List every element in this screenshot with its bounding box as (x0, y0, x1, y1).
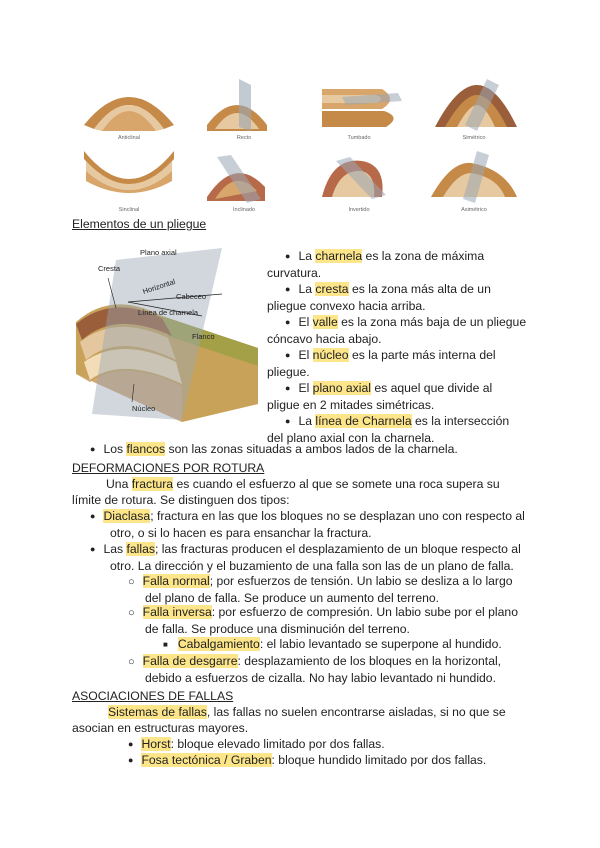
list-item-cabalgamiento: ■ Cabalgamiento: el labio levantado se superpone al hundido. (163, 636, 502, 654)
label-flanco: Flanco (192, 332, 215, 341)
fold-caption: Inclinado (232, 207, 256, 213)
list-item-diaclasa: ● Diaclasa; fractura en las que los bloques no se desplazan uno con respecto al otro, o si lo hacen es para ensanchar la fractura. (90, 508, 525, 541)
fractura-paragraph: Una fractura es cuando el esfuerzo al que se somete una roca supera su límite de rotura. Se distinguen dos tipos: (72, 477, 500, 507)
label-cabeceo: Cabeceo (176, 292, 207, 301)
sistemas-paragraph: Sistemas de fallas, las fallas no suelen encontrarse aisladas, si no que se asocian en estructuras mayores. (72, 705, 506, 735)
fold-elements-diagram (72, 244, 262, 422)
label-plano-axial: Plano axial (140, 248, 177, 257)
fold-tumbado (302, 75, 416, 143)
list-item-graben: ● Fosa tectónica / Graben: bloque hundido limitado por dos fallas. (128, 752, 486, 769)
symmetric-fold-illustration (417, 75, 531, 133)
list-item-cresta: ● La cresta es la zona más alta de un pliegue convexo hacia arriba. (267, 281, 526, 314)
fold-invertido (302, 147, 416, 215)
recumbent-fold-illustration (302, 75, 416, 133)
label-linea-charnela: Línea de charnela (138, 308, 199, 317)
list-item-falla-inversa: ○ Falla inversa: por esfuerzo de compresión. Un labio sube por el plano de falla. Se produce una disminución del terreno. (128, 604, 518, 637)
fold-caption: Simétrico (462, 135, 486, 141)
list-item-horst: ● Horst: bloque elevado limitado por dos fallas. (128, 736, 385, 753)
anticline-illustration (72, 75, 186, 133)
label-cresta: Cresta (98, 264, 121, 273)
list-item-valle: ● El valle es la zona más baja de un pliegue cóncavo hacia abajo. (267, 314, 526, 347)
fold-caption: Recto (236, 135, 252, 141)
list-item-flancos: ● Los flancos son las zonas situadas a ambos lados de la charnela. (90, 441, 458, 458)
overturned-fold-illustration (302, 147, 416, 205)
fold-caption: Asimétrico (461, 207, 487, 213)
fold-caption: Invertido (348, 207, 370, 213)
section-heading-rotura: DEFORMACIONES POR ROTURA (72, 461, 265, 475)
list-item-falla-normal: ○ Falla normal; por esfuerzos de tensión. Un labio se desliza a lo largo del plano de falla. Se produce un aumento del terreno. (128, 573, 513, 606)
fold-types-figure (72, 75, 530, 215)
section-heading-elementos: Elementos de un pliegue (72, 217, 207, 231)
label-horizontal: Horizontal (141, 277, 177, 296)
list-item-charnela: ● La charnela es la zona de máxima curvatura. (267, 248, 526, 281)
fold-inclinado (187, 147, 301, 215)
fold-asimetrico (417, 147, 531, 215)
fold-recto (187, 75, 301, 143)
list-item-plano-axial: ● El plano axial es aquel que divide al pligue en 2 mitades simétricas. (267, 380, 526, 413)
fold-caption: Sinclinal (118, 207, 140, 213)
upright-fold-illustration (187, 75, 301, 133)
fold-simetrico (417, 75, 531, 143)
list-item-linea-charnela: ● La línea de Charnela es la intersección del plano axial con la charnela. (267, 413, 526, 446)
list-item-nucleo: ● El núcleo es la parte más interna del pliegue. (267, 347, 526, 380)
label-nucleo: Núcleo (132, 404, 156, 413)
elementos-list (267, 248, 526, 446)
list-item-falla-desgarre: ○ Falla de desgarre: desplazamiento de los bloques en la horizontal, debido a esfuerzos de cizalla. No hay labio levantado ni hundido. (128, 653, 501, 686)
fold-sinclinal (72, 147, 186, 215)
fold-caption: Tumbado (347, 135, 371, 141)
inclined-fold-illustration (187, 147, 301, 205)
asymmetric-fold-illustration (417, 147, 531, 205)
fold-anticlinal (72, 75, 186, 143)
list-item-fallas: ● Las fallas; las fracturas producen el desplazamiento de un bloque respecto al otro. La dirección y el buzamiento de una falla son las de un plano de falla. (90, 541, 521, 574)
syncline-illustration (72, 147, 186, 205)
section-heading-asociaciones: ASOCIACIONES DE FALLAS (72, 689, 234, 703)
fold-caption: Anticlinal (117, 135, 140, 141)
